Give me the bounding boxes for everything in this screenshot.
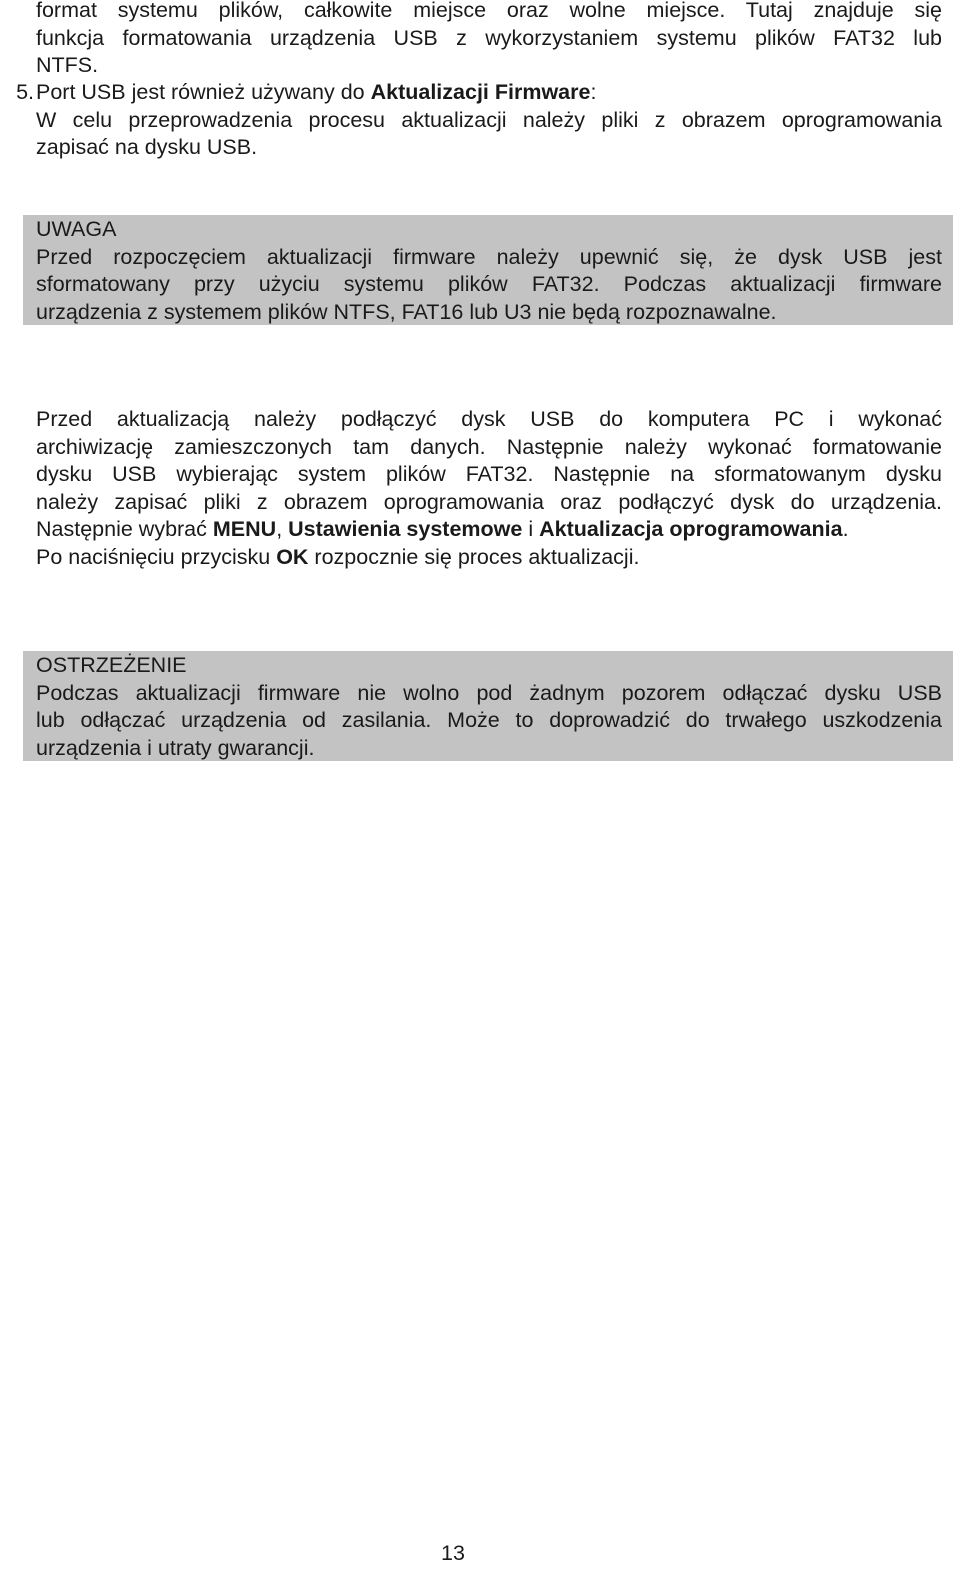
- instructions-text: Po naciśnięciu przycisku: [36, 544, 277, 569]
- notice-line: lub odłączać urządzenia od zasilania. Może to doprowadzić do trwałego uszkodzenia: [36, 708, 942, 732]
- instructions-line: dysku USB wybierając system plików FAT32. Następnie na sformatowanym dysku: [36, 462, 942, 486]
- list-item-lead: Port USB jest również używany do: [36, 80, 371, 104]
- notice-line: sformatowany przy użyciu systemu plików FAT32. Podczas aktualizacji firmware: [36, 272, 942, 296]
- list-item-body-line: zapisać na dysku USB.: [36, 135, 258, 159]
- ok-label: OK: [276, 544, 309, 569]
- notice-ostrzezenie: [23, 651, 953, 761]
- instructions-text: rozpocznie się proces aktualizacji.: [308, 544, 640, 569]
- instructions-text: i: [522, 517, 540, 541]
- firmware-update-title: Aktualizacji Firmware: [370, 80, 591, 104]
- list-item-5: [16, 79, 942, 162]
- instructions-line: [36, 544, 942, 572]
- notice-line: Przed rozpoczęciem aktualizacji firmware należy upewnić się, że dysk USB jest: [36, 244, 942, 269]
- intro-paragraph: [36, 0, 942, 80]
- instructions-line: [36, 516, 942, 544]
- notice-line: Podczas aktualizacji firmware nie wolno pod żadnym pozorem odłączać dysku USB: [36, 680, 942, 705]
- page-number: 13: [441, 1541, 465, 1565]
- instructions-text: Następnie wybrać: [36, 517, 213, 541]
- menu-label: MENU: [212, 517, 277, 541]
- list-item-body-line: W celu przeprowadzenia procesu aktualizacji należy pliki z obrazem oprogramowania: [36, 107, 942, 132]
- heading-colon: :: [590, 80, 597, 104]
- list-item-number: 5.: [16, 80, 34, 104]
- software-update-label: Aktualizacja oprogramowania: [539, 517, 843, 541]
- notice-line: urządzenia i utraty gwarancji.: [36, 735, 315, 760]
- notice-uwaga: [23, 215, 953, 325]
- list-item-heading: [36, 79, 942, 107]
- intro-line: funkcja formatowania urządzenia USB z wykorzystaniem systemu plików FAT32 lub: [36, 25, 942, 50]
- instructions-paragraph: [36, 406, 942, 571]
- instructions-text: ,: [276, 517, 289, 541]
- intro-line: format systemu plików, całkowite miejsce oraz wolne miejsce. Tutaj znajduje się: [36, 0, 942, 22]
- intro-line: NTFS.: [36, 53, 99, 77]
- instructions-line: Przed aktualizacją należy podłączyć dysk USB do komputera PC i wykonać: [36, 407, 942, 431]
- system-settings-label: Ustawienia systemowe: [288, 517, 523, 541]
- instructions-line: archiwizację zamieszczonych tam danych. Następnie należy wykonać formatowanie: [36, 434, 942, 459]
- notice-line: urządzenia z systemem plików NTFS, FAT16 lub U3 nie będą rozpoznawalne.: [36, 299, 777, 324]
- instructions-text: .: [842, 517, 849, 541]
- instructions-line: należy zapisać pliki z obrazem oprogramowania oraz podłączyć dysk do urządzenia.: [36, 489, 942, 514]
- notice-heading: UWAGA: [36, 217, 117, 241]
- notice-heading: OSTRZEŻENIE: [36, 653, 187, 677]
